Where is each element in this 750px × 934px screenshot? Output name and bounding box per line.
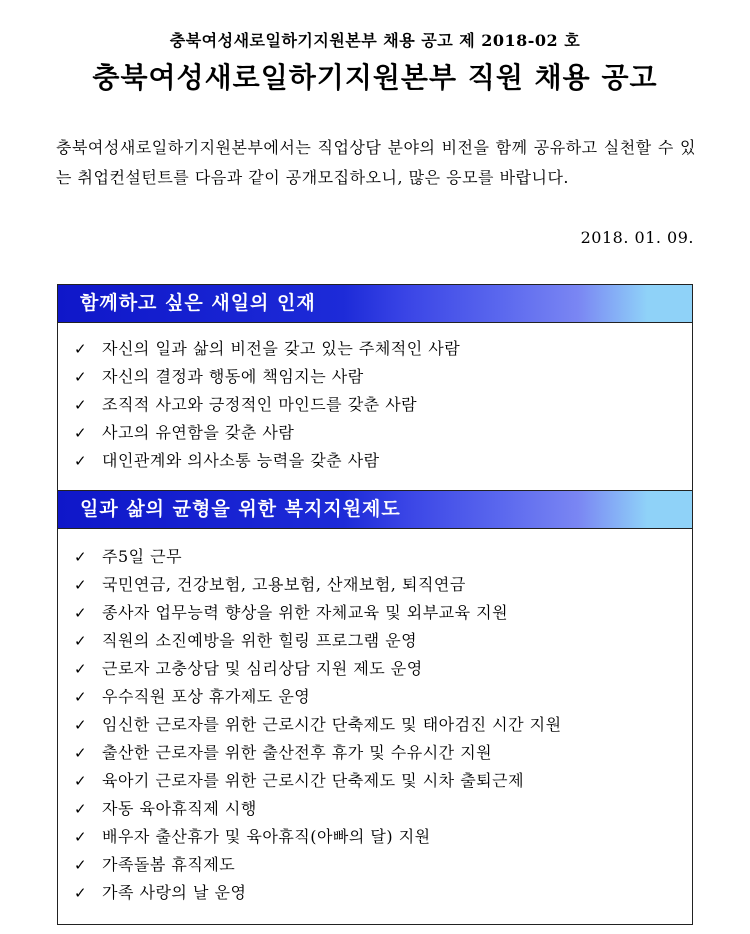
list-item-text: 출산한 근로자를 위한 출산전후 휴가 및 수유시간 지원 (102, 743, 493, 762)
talent-section (57, 284, 693, 491)
list-item-text: 자신의 일과 삶의 비전을 갖고 있는 주체적인 사람 (102, 339, 461, 358)
notice-number: 충북여성새로일하기지원본부 채용 공고 제 2018-02 호 (169, 31, 581, 50)
check-mark-icon: ✓ (74, 716, 88, 734)
list-item-text: 우수직원 포상 휴가제도 운영 (102, 687, 311, 706)
welfare-section-heading: 일과 삶의 균형을 위한 복지지원제도 (80, 498, 401, 520)
check-mark-icon: ✓ (74, 828, 88, 846)
list-item (58, 599, 692, 627)
list-item (58, 655, 692, 683)
check-mark-icon: ✓ (74, 856, 88, 874)
list-item (58, 543, 692, 571)
list-item (58, 739, 692, 767)
list-item (58, 571, 692, 599)
list-item-text: 근로자 고충상담 및 심리상담 지원 제도 운영 (102, 659, 423, 678)
check-mark-icon: ✓ (74, 424, 88, 442)
list-item (58, 391, 692, 419)
list-item-text: 가족돌봄 휴직제도 (102, 855, 236, 874)
check-mark-icon: ✓ (74, 800, 88, 818)
list-item (58, 683, 692, 711)
check-mark-icon: ✓ (74, 548, 88, 566)
list-item-text: 자동 육아휴직제 시행 (102, 799, 257, 818)
list-item-text: 주5일 근무 (102, 547, 183, 566)
list-item (58, 363, 692, 391)
check-mark-icon: ✓ (74, 340, 88, 358)
intro-paragraph: 충북여성새로일하기지원본부에서는 직업상담 분야의 비전을 함께 공유하고 실천할 수 있는 취업컨설턴트를 다음과 같이 공개모집하오니, 많은 응모를 바랍니다. (56, 138, 696, 187)
check-mark-icon: ✓ (74, 604, 88, 622)
welfare-list (58, 529, 692, 907)
check-mark-icon: ✓ (74, 884, 88, 902)
list-item (58, 795, 692, 823)
list-item (58, 711, 692, 739)
check-mark-icon: ✓ (74, 396, 88, 414)
list-item-text: 조직적 사고와 긍정적인 마인드를 갖춘 사람 (102, 395, 418, 414)
list-item-text: 자신의 결정과 행동에 책임지는 사람 (102, 367, 364, 386)
list-item-text: 사고의 유연함을 갖춘 사람 (102, 423, 295, 442)
list-item-text: 배우자 출산휴가 및 육아휴직(아빠의 달) 지원 (102, 827, 431, 846)
check-mark-icon: ✓ (74, 688, 88, 706)
talent-section-heading: 함께하고 싶은 새일의 인재 (80, 292, 316, 314)
list-item (58, 335, 692, 363)
list-item-text: 육아기 근로자를 위한 근로시간 단축제도 및 시차 출퇴근제 (102, 771, 525, 790)
check-mark-icon: ✓ (74, 744, 88, 762)
notice-date: 2018. 01. 09. (580, 228, 694, 247)
list-item-text: 대인관계와 의사소통 능력을 갖춘 사람 (102, 451, 380, 470)
welfare-section-banner (58, 491, 692, 529)
check-mark-icon: ✓ (74, 772, 88, 790)
list-item-text: 직원의 소진예방을 위한 힐링 프로그램 운영 (102, 631, 418, 650)
list-item (58, 851, 692, 879)
check-mark-icon: ✓ (74, 368, 88, 386)
talent-section-banner (58, 285, 692, 323)
list-item-text: 임신한 근로자를 위한 근로시간 단축제도 및 태아검진 시간 지원 (102, 715, 562, 734)
list-item-text: 종사자 업무능력 향상을 위한 자체교육 및 외부교육 지원 (102, 603, 509, 622)
list-item (58, 879, 692, 907)
check-mark-icon: ✓ (74, 576, 88, 594)
check-mark-icon: ✓ (74, 452, 88, 470)
page-title: 충북여성새로일하기지원본부 직원 채용 공고 (92, 61, 658, 94)
list-item (58, 823, 692, 851)
list-item-text: 가족 사랑의 날 운영 (102, 883, 247, 902)
list-item-text: 국민연금, 건강보험, 고용보험, 산재보험, 퇴직연금 (102, 575, 466, 594)
welfare-section (57, 491, 693, 925)
list-item (58, 627, 692, 655)
check-mark-icon: ✓ (74, 660, 88, 678)
check-mark-icon: ✓ (74, 632, 88, 650)
list-item (58, 419, 692, 447)
list-item (58, 767, 692, 795)
list-item (58, 447, 692, 475)
talent-list (58, 323, 692, 475)
